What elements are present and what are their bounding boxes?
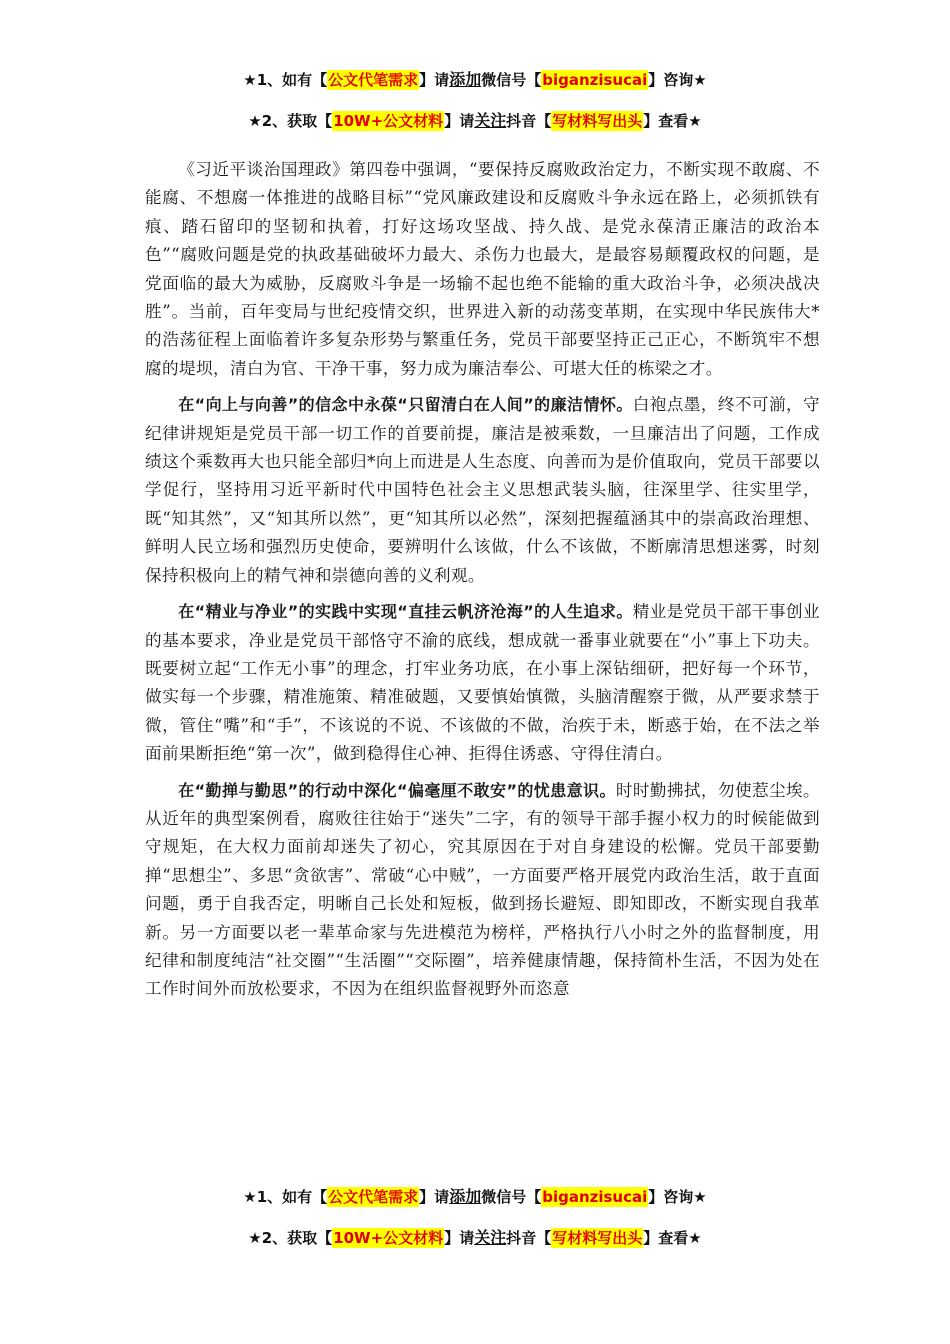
- banner-highlight-service: 公文代笔需求: [328, 71, 419, 89]
- paragraph-lead-heading: 在“向上与向善”的信念中永葆“只留清白在人间”的廉洁情怀。: [178, 395, 633, 415]
- banner-text: ★1、如有【: [243, 71, 328, 89]
- banner-text: 】咨询★: [648, 71, 707, 89]
- banner-text: ★2、获取【: [248, 1229, 333, 1247]
- banner-underline-add: 添加: [449, 70, 482, 89]
- banner-highlight-wechat-id: biganzisucai: [542, 1188, 648, 1206]
- banner-text: 】请: [419, 1188, 450, 1206]
- paragraph-section-3: [145, 777, 820, 1004]
- paragraph-text: 时时勤拂拭，勿使惹尘埃。从近年的典型案例看，腐败往往始于“迷失”二字，有的领导干部手握小权力的时候能做到守规矩，在大权力面前却迷失了初心，究其原因在于对自身建设的松懈。党员干部要勤掸“思想尘”、多思“贪欲害”、常破“心中贼”，一方面要严格开展党内政治生活，敢于直面问题，勇于自我否定，明晰自己长处和短板，做到扬长避短、即知即改，不断实现自我革新。另一方面要以老一辈革命家与先进模范为榜样，严格执行八小时之外的监督制度，用纪律和制度纯洁“社交圈”“生活圈”“交际圈”，培养健康情趣，保持简朴生活，不因为处在工作时间外而放松要求，不因为在组织监督视野外而恣意: [145, 780, 820, 999]
- banner-highlight-wechat-id: biganzisucai: [542, 71, 648, 89]
- banner-text: 】查看★: [643, 1229, 702, 1247]
- banner-highlight-douyin-account: 写材料写出头: [552, 1229, 643, 1247]
- promo-banner-bottom-1: [0, 1186, 950, 1208]
- banner-highlight-service: 公文代笔需求: [328, 1188, 419, 1206]
- paragraph-text: 《习近平谈治国理政》第四卷中强调，“要保持反腐败政治定力，不断实现不敢腐、不能腐、不想腐一体推进的战略目标”“党风廉政建设和反腐败斗争永远在路上，必须抓铁有痕、踏石留印的坚韧和执着，打好这场攻坚战、持久战、是党永葆清正廉洁的政治本色”“腐败问题是党的执政基础破坏力最大、杀伤力也最大，是最容易颠覆政权的问题，是党面临的最大为威胁，反腐败斗争是一场输不起也绝不能输的重大政治斗争，必须决战决胜”。当前，百年变局与世纪疫情交织，世界进入新的动荡变革期，在实现中华民族伟大*的浩荡征程上面临着许多复杂形势与繁重任务，党员干部要坚持正己正心，不断筑牢不想腐的堤坝，清白为官、干净干事，努力成为廉洁奉公、可堪大任的栋梁之才。: [145, 160, 820, 378]
- banner-text: ★1、如有【: [243, 1188, 328, 1206]
- promo-banner-bottom-2: [0, 1227, 950, 1249]
- banner-underline-follow: 关注: [474, 111, 507, 130]
- banner-text: 】请: [444, 1229, 475, 1247]
- banner-text: 】查看★: [643, 112, 702, 130]
- paragraph-lead-heading: 在“勤掸与勤思”的行动中深化“偏毫厘不敢安”的忧患意识。: [178, 780, 616, 800]
- banner-text: 】请: [444, 112, 475, 130]
- banner-highlight-materials: 10W+公文材料: [333, 112, 444, 130]
- paragraph-text: 精业是党员干部干事创业的基本要求，净业是党员干部恪守不渝的底线，想成就一番事业就要在“小”事上下功夫。既要树立起“工作无小事”的理念，打牢业务功底，在小事上深钻细研，把好每一个环节，做实每一个步骤，精准施策、精准破题，又要慎始慎微，头脑清醒察于微，从严要求禁于微，管住“嘴”和“手”，不该说的不说、不该做的不做，治疾于未，断惑于始，在不法之举面前果断拒绝“第一次”，做到稳得住心神、拒得住诱惑、守得住清白。: [145, 602, 820, 764]
- banner-text: 抖音【: [506, 1229, 552, 1247]
- paragraph-section-1: [145, 391, 820, 590]
- banner-text: 】咨询★: [648, 1188, 707, 1206]
- paragraph-lead-heading: 在“精业与净业”的实践中实现“直挂云帆济沧海”的人生追求。: [178, 602, 633, 622]
- banner-text: 抖音【: [506, 112, 552, 130]
- banner-highlight-douyin-account: 写材料写出头: [552, 112, 643, 130]
- banner-underline-add: 添加: [449, 1187, 482, 1206]
- banner-text: ★2、获取【: [248, 112, 333, 130]
- document-body: [145, 156, 820, 1012]
- banner-underline-follow: 关注: [474, 1228, 507, 1247]
- banner-text: 微信号【: [481, 1188, 542, 1206]
- promo-banner-top-2: [0, 110, 950, 132]
- promo-banner-top-1: [0, 69, 950, 91]
- banner-text: 微信号【: [481, 71, 542, 89]
- banner-highlight-materials: 10W+公文材料: [333, 1229, 444, 1247]
- paragraph-text: 白袍点墨，终不可湔，守纪律讲规矩是党员干部一切工作的首要前提，廉洁是被乘数，一旦廉洁出了问题，工作成绩这个乘数再大也只能全部归*向上而进是人生态度、向善而为是价值取向，党员干部要以学促行，坚持用习近平新时代中国特色社会主义思想武装头脑，往深里学、往实里学，既“知其然”，又“知其所以然”，更“知其所以必然”，深刻把握蕴涵其中的崇高政治理想、鲜明人民立场和强烈历史使命，要辨明什么该做，什么不该做，不断廓清思想迷雾，时刻保持积极向上的精气神和崇德向善的义利观。: [145, 395, 820, 585]
- banner-text: 】请: [419, 71, 450, 89]
- paragraph-section-2: [145, 598, 820, 768]
- paragraph-intro: [145, 156, 820, 383]
